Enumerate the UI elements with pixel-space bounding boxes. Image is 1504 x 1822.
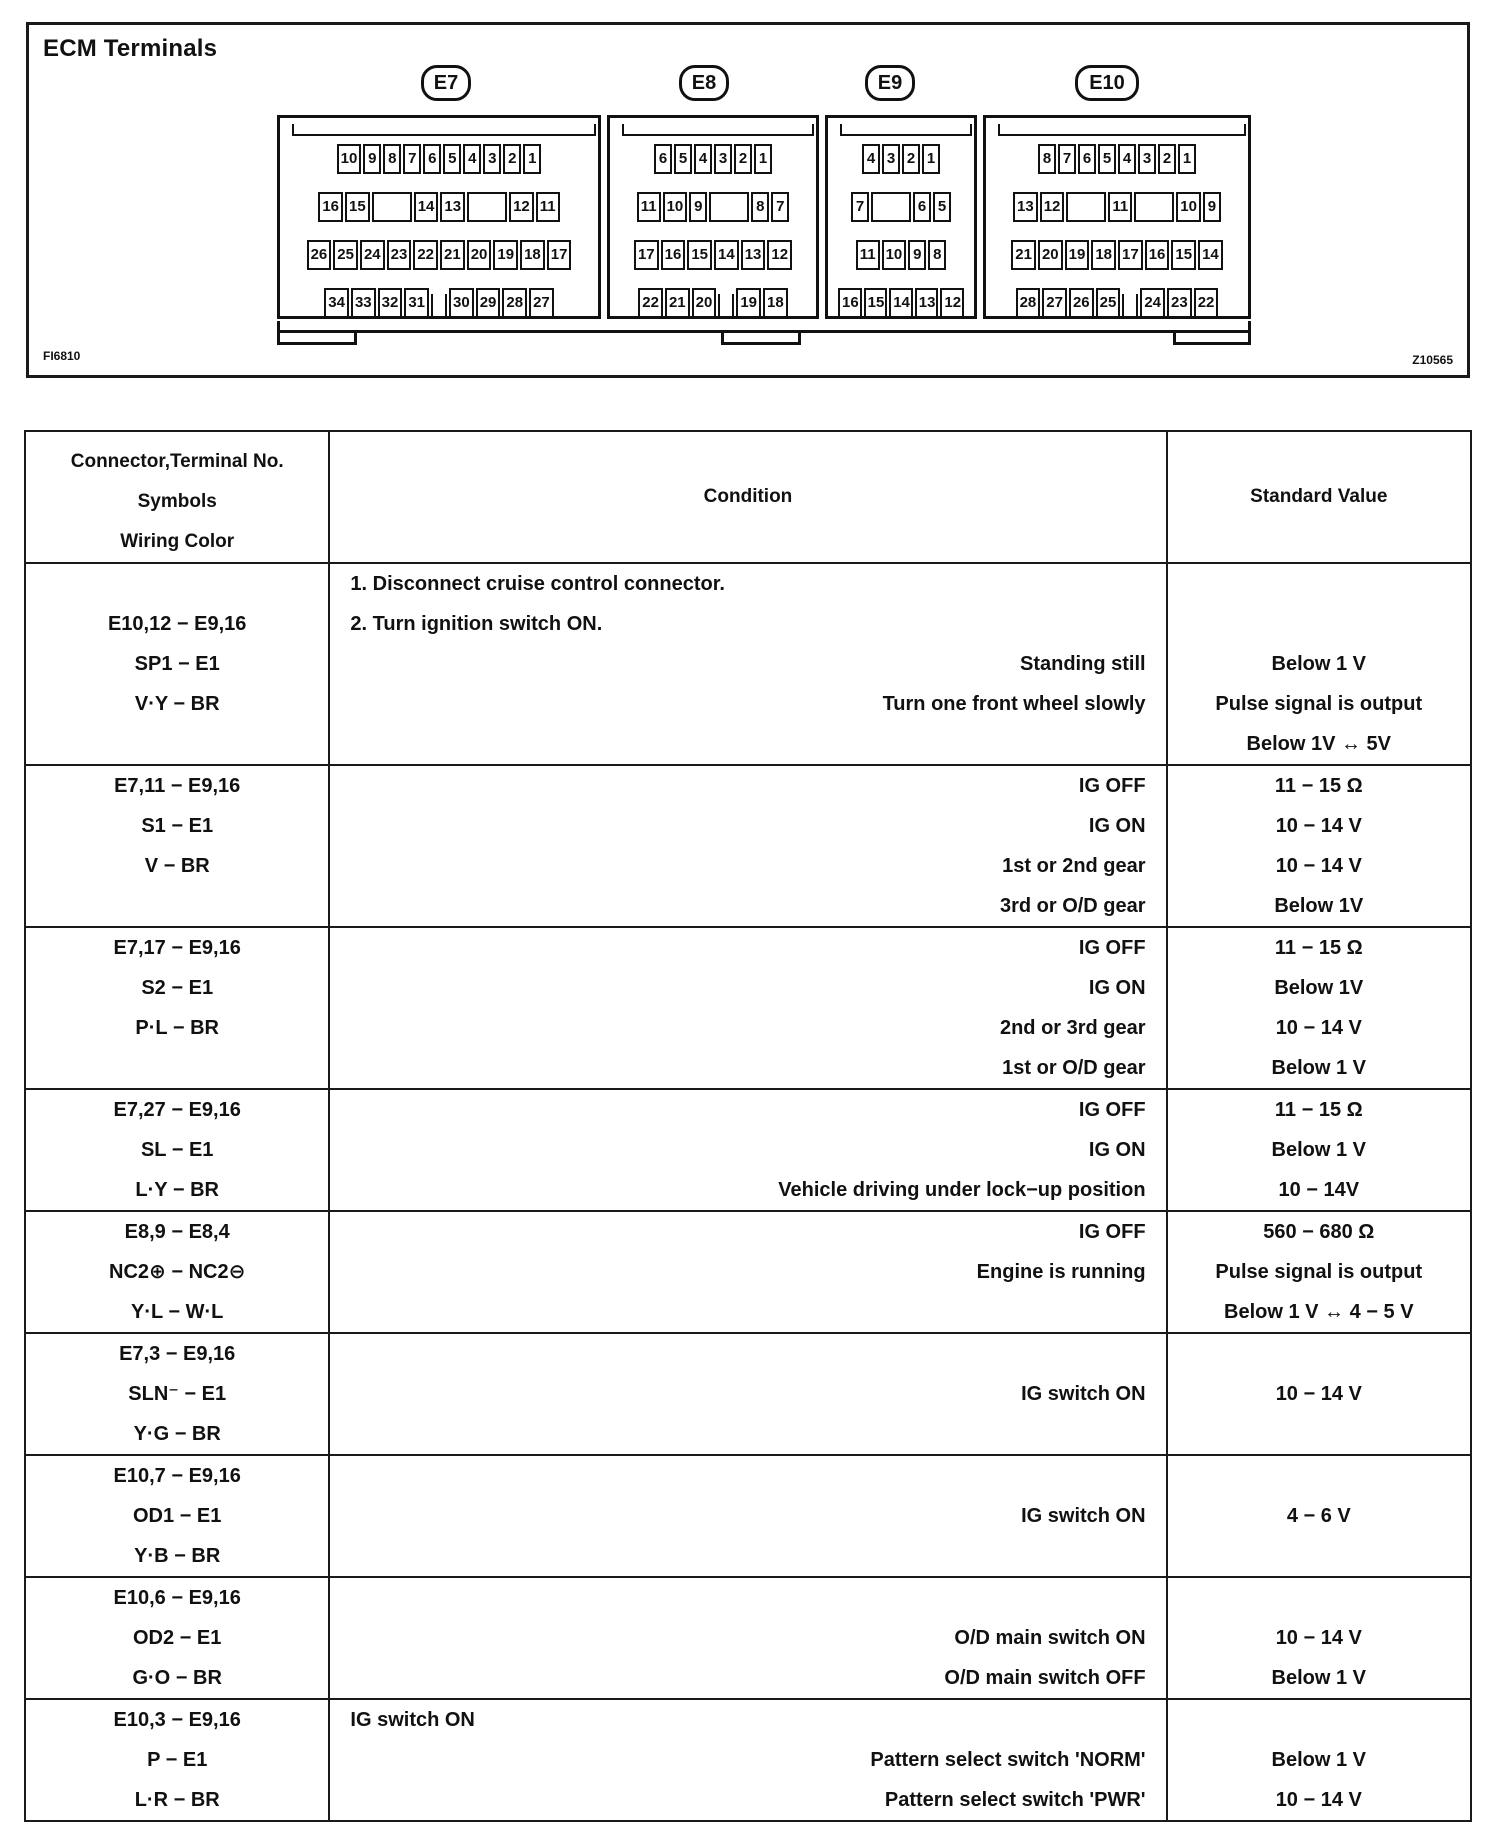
terminal-number: E7,11 − E9,16 <box>114 775 241 797</box>
standard-value-line: Below 1 V <box>1271 1749 1367 1771</box>
standard-value-cell <box>1167 1577 1471 1699</box>
terminal-pin: 6 <box>423 144 441 174</box>
table-row <box>25 765 1471 927</box>
terminal-pin: 14 <box>714 240 739 270</box>
wiring-color: Y·L − W·L <box>131 1301 224 1323</box>
header-symbols-line: Symbols <box>137 491 217 512</box>
standard-value-line <box>1168 564 1470 604</box>
connector-e10-pins <box>996 144 1238 311</box>
terminal-pin: 14 <box>889 288 913 318</box>
terminal-pin: 7 <box>771 192 789 222</box>
terminal-pin: 13 <box>915 288 939 318</box>
terminal-symbols: SL − E1 <box>140 1139 214 1161</box>
header-terminal <box>25 431 329 563</box>
terminal-pin: 10 <box>882 240 907 270</box>
header-condition: Condition <box>329 431 1166 563</box>
standard-value-line: Pulse signal is output <box>1215 693 1423 715</box>
terminal-pin: 9 <box>1203 192 1221 222</box>
standard-value-line: Below 1V <box>1274 977 1364 999</box>
terminal-pin: 15 <box>687 240 712 270</box>
terminal-pin: 33 <box>351 288 376 318</box>
terminal-pin: 22 <box>1194 288 1219 318</box>
terminal-number: E10,12 − E9,16 <box>107 613 247 635</box>
terminal-pin: 7 <box>851 192 869 222</box>
condition-line <box>330 724 1165 764</box>
condition-line: Pattern select switch 'NORM' <box>870 1749 1146 1771</box>
wiring-color: Y·G − BR <box>133 1423 221 1445</box>
pin-row <box>996 240 1238 274</box>
terminal-pin: 13 <box>440 192 465 222</box>
terminal-cell <box>25 765 329 927</box>
terminal-number: E7,3 − E9,16 <box>119 1343 236 1365</box>
terminal-pin: 16 <box>1145 240 1170 270</box>
standard-value-cell <box>1167 563 1471 765</box>
terminal-pin: 11 <box>856 240 880 270</box>
terminal-pin: 19 <box>493 240 518 270</box>
terminal-pin: 11 <box>1108 192 1132 222</box>
terminal-pin: 4 <box>463 144 481 174</box>
pin-row <box>996 144 1238 178</box>
wiring-color: V·Y − BR <box>134 693 220 715</box>
terminal-pin: 15 <box>864 288 888 318</box>
table-row <box>25 1455 1471 1577</box>
terminal-pin: 1 <box>754 144 772 174</box>
connector-key <box>1066 192 1106 222</box>
terminal-pin: 14 <box>414 192 439 222</box>
terminal-number: E10,6 − E9,16 <box>113 1587 241 1609</box>
condition-line <box>330 1292 1165 1332</box>
terminal-symbols: P − E1 <box>147 1749 208 1771</box>
table-body <box>25 563 1471 1821</box>
terminal-pin: 5 <box>443 144 461 174</box>
table-header-row <box>25 431 1471 563</box>
terminal-pin: 12 <box>509 192 534 222</box>
standard-value-line <box>1168 1578 1470 1618</box>
terminal-pin: 30 <box>449 288 474 318</box>
standard-value-line <box>1168 1456 1470 1496</box>
terminal-cell <box>25 1211 329 1333</box>
standard-value-line <box>1168 1700 1470 1740</box>
standard-value-line <box>1168 1536 1470 1576</box>
terminal-pin: 26 <box>307 240 332 270</box>
pin-row <box>838 192 964 226</box>
condition-line: IG switch ON <box>350 1709 475 1731</box>
connector-label-e10: E10 <box>1075 65 1139 101</box>
wiring-color: L·R − BR <box>134 1789 220 1811</box>
condition-cell <box>329 1699 1166 1821</box>
terminal-pin: 28 <box>1016 288 1041 318</box>
terminal-pin: 20 <box>692 288 717 318</box>
terminal-pin: 16 <box>661 240 686 270</box>
condition-cell <box>329 927 1166 1089</box>
standard-value-line: 10 − 14 V <box>1275 1627 1362 1649</box>
pin-row <box>838 144 964 178</box>
connector-e7 <box>277 115 601 319</box>
ecm-terminals-diagram <box>26 22 1470 378</box>
condition-line: IG OFF <box>1078 937 1146 959</box>
condition-cell <box>329 1333 1166 1455</box>
terminal-pin: 20 <box>467 240 492 270</box>
pin-row <box>620 240 806 274</box>
terminal-pin: 1 <box>922 144 940 174</box>
wiring-color: L·Y − BR <box>135 1179 219 1201</box>
condition-cell <box>329 1577 1166 1699</box>
terminal-pin: 19 <box>1065 240 1090 270</box>
terminal-pin: 11 <box>637 192 661 222</box>
terminal-pin: 29 <box>476 288 501 318</box>
terminal-pin: 10 <box>1176 192 1201 222</box>
terminal-cell <box>25 927 329 1089</box>
terminal-pin: 2 <box>734 144 752 174</box>
standard-value-line <box>1168 604 1470 644</box>
terminal-pin: 8 <box>928 240 946 270</box>
pin-row <box>838 288 964 322</box>
figure-code-left: FI6810 <box>43 349 81 363</box>
terminal-pin: 21 <box>665 288 690 318</box>
terminal-cell <box>25 1699 329 1821</box>
pin-row <box>290 240 588 274</box>
table-row <box>25 563 1471 765</box>
terminal-symbols: OD2 − E1 <box>133 1627 222 1649</box>
wiring-color: P·L − BR <box>135 1017 219 1039</box>
terminal-number: E7,27 − E9,16 <box>113 1099 241 1121</box>
terminal-number: E8,9 − E8,4 <box>124 1221 230 1243</box>
terminal-pin: 18 <box>1091 240 1116 270</box>
condition-line: O/D main switch ON <box>954 1627 1146 1649</box>
terminal-pin: 4 <box>694 144 712 174</box>
condition-line: IG OFF <box>1078 1221 1146 1243</box>
condition-line: Vehicle driving under lock−up position <box>778 1179 1146 1201</box>
condition-line: IG ON <box>1088 1139 1146 1161</box>
connector-e10 <box>983 115 1251 319</box>
terminal-pin: 25 <box>1096 288 1121 318</box>
pin-row <box>620 144 806 178</box>
connector-e9-pins <box>838 144 964 311</box>
condition-line: IG switch ON <box>1021 1505 1146 1527</box>
standard-value-line: 10 − 14V <box>1278 1179 1360 1201</box>
connector-key <box>1134 192 1174 222</box>
terminal-pin: 1 <box>523 144 541 174</box>
connector-key <box>372 192 412 222</box>
condition-cell <box>329 1211 1166 1333</box>
condition-line: 2nd or 3rd gear <box>999 1017 1146 1039</box>
condition-line: IG ON <box>1088 977 1146 999</box>
terminal-pin: 12 <box>1040 192 1065 222</box>
terminal-pin: 15 <box>345 192 370 222</box>
pin-row <box>620 288 806 322</box>
terminal-pin: 25 <box>333 240 358 270</box>
condition-line: 2. Turn ignition switch ON. <box>350 613 603 635</box>
terminal-pin: 5 <box>1098 144 1116 174</box>
connector-e8 <box>607 115 819 319</box>
terminal-cell <box>25 1455 329 1577</box>
condition-line: O/D main switch OFF <box>944 1667 1146 1689</box>
connector-label-e8: E8 <box>679 65 729 101</box>
standard-value-cell <box>1167 1333 1471 1455</box>
standard-value-line <box>1168 1414 1470 1454</box>
terminal-symbols: S2 − E1 <box>141 977 214 999</box>
condition-line: Standing still <box>1020 653 1146 675</box>
terminal-pin: 19 <box>736 288 761 318</box>
terminal-pin: 26 <box>1069 288 1094 318</box>
terminal-pin: 24 <box>360 240 385 270</box>
terminal-pin: 9 <box>908 240 926 270</box>
condition-line: 1st or 2nd gear <box>1002 855 1146 877</box>
terminal-pin: 3 <box>483 144 501 174</box>
standard-value-line: Below 1 V <box>1271 1667 1367 1689</box>
standard-value-line: Below 1 V <box>1271 1139 1367 1161</box>
terminal-pin: 3 <box>1138 144 1156 174</box>
terminal-symbols: NC2⊕ − NC2⊖ <box>109 1261 246 1283</box>
condition-line: IG ON <box>1088 815 1146 837</box>
terminal-pin: 7 <box>1058 144 1076 174</box>
connector-foot <box>721 331 801 345</box>
standard-value-cell <box>1167 1455 1471 1577</box>
terminal-pin: 2 <box>1158 144 1176 174</box>
terminal-pin: 20 <box>1038 240 1063 270</box>
condition-cell <box>329 765 1166 927</box>
condition-cell <box>329 1089 1166 1211</box>
pin-row <box>620 192 806 226</box>
terminal-pin: 15 <box>1171 240 1196 270</box>
table-row <box>25 1089 1471 1211</box>
connector-label-e9: E9 <box>865 65 915 101</box>
terminal-pin: 23 <box>1167 288 1192 318</box>
header-terminal-line: Connector,Terminal No. <box>70 451 284 472</box>
condition-line: IG OFF <box>1078 775 1146 797</box>
condition-line <box>330 1578 1165 1618</box>
terminal-pin: 6 <box>913 192 931 222</box>
header-wiring-line: Wiring Color <box>120 531 235 552</box>
terminal-pin: 12 <box>940 288 964 318</box>
header-standard-value: Standard Value <box>1167 431 1471 563</box>
standard-value-cell <box>1167 765 1471 927</box>
terminal-pin: 22 <box>638 288 663 318</box>
terminal-pin: 2 <box>503 144 521 174</box>
standard-value-line: Below 1 V <box>1271 653 1367 675</box>
terminal-pin: 10 <box>337 144 362 174</box>
table-row <box>25 1699 1471 1821</box>
terminal-pin: 10 <box>663 192 688 222</box>
terminal-cell <box>25 1089 329 1211</box>
terminal-number: E7,17 − E9,16 <box>113 937 241 959</box>
condition-cell <box>329 563 1166 765</box>
standard-value-line: 10 − 14 V <box>1275 1017 1362 1039</box>
standard-value-line: Below 1 V ↔ 4 − 5 V <box>1224 1301 1414 1323</box>
ecm-connector-body <box>277 107 1251 357</box>
connector-slot <box>1122 294 1138 318</box>
standard-value-line: 11 − 15 Ω <box>1274 775 1363 797</box>
condition-line: 1st or O/D gear <box>1002 1057 1146 1079</box>
terminal-spec-table <box>24 430 1472 1822</box>
terminal-pin: 9 <box>689 192 707 222</box>
table-row <box>25 1333 1471 1455</box>
terminal-pin: 34 <box>324 288 349 318</box>
wiring-color: G·O − BR <box>132 1667 222 1689</box>
connector-key <box>871 192 911 222</box>
table-row <box>25 1211 1471 1333</box>
terminal-pin: 7 <box>403 144 421 174</box>
standard-value-line: Below 1V <box>1274 895 1364 917</box>
standard-value-cell <box>1167 1699 1471 1821</box>
condition-line: Turn one front wheel slowly <box>882 693 1146 715</box>
condition-line <box>330 1334 1165 1374</box>
connector-e8-pins <box>620 144 806 311</box>
pin-row <box>996 192 1238 226</box>
terminal-pin: 3 <box>714 144 732 174</box>
terminal-pin: 8 <box>1038 144 1056 174</box>
terminal-pin: 1 <box>1178 144 1196 174</box>
terminal-pin: 2 <box>902 144 920 174</box>
diagram-title: ECM Terminals <box>43 35 218 62</box>
standard-value-cell <box>1167 1211 1471 1333</box>
terminal-pin: 21 <box>1011 240 1036 270</box>
connector-slot <box>431 294 447 318</box>
terminal-pin: 6 <box>654 144 672 174</box>
standard-value-line: 10 − 14 V <box>1275 815 1362 837</box>
terminal-pin: 23 <box>387 240 412 270</box>
standard-value-cell <box>1167 1089 1471 1211</box>
standard-value-cell <box>1167 927 1471 1089</box>
standard-value-line: 4 − 6 V <box>1286 1505 1351 1527</box>
condition-line <box>330 1456 1165 1496</box>
terminal-pin: 5 <box>933 192 951 222</box>
terminal-pin: 27 <box>529 288 554 318</box>
condition-cell <box>329 1455 1166 1577</box>
terminal-pin: 17 <box>634 240 659 270</box>
condition-line <box>330 1536 1165 1576</box>
pin-row <box>290 288 588 322</box>
terminal-pin: 12 <box>767 240 792 270</box>
terminal-pin: 21 <box>440 240 465 270</box>
terminal-pin: 16 <box>318 192 343 222</box>
wiring-color: Y·B − BR <box>134 1545 221 1567</box>
connector-e9 <box>825 115 977 319</box>
terminal-pin: 11 <box>536 192 560 222</box>
terminal-pin: 4 <box>1118 144 1136 174</box>
terminal-pin: 17 <box>547 240 572 270</box>
connector-key <box>467 192 507 222</box>
pin-row <box>290 144 588 178</box>
standard-value-line: 10 − 14 V <box>1275 1383 1362 1405</box>
condition-line: Engine is running <box>976 1261 1146 1283</box>
terminal-cell <box>25 1333 329 1455</box>
terminal-number: E10,7 − E9,16 <box>113 1465 241 1487</box>
connector-foot <box>1173 331 1251 345</box>
connector-slot <box>718 294 734 318</box>
terminal-pin: 22 <box>413 240 438 270</box>
condition-line: IG switch ON <box>1021 1383 1146 1405</box>
terminal-pin: 14 <box>1198 240 1223 270</box>
standard-value-line: 11 − 15 Ω <box>1274 937 1363 959</box>
connector-e7-pins <box>290 144 588 311</box>
condition-line: Pattern select switch 'PWR' <box>884 1789 1146 1811</box>
terminal-pin: 5 <box>674 144 692 174</box>
standard-value-line: 11 − 15 Ω <box>1274 1099 1363 1121</box>
terminal-cell <box>25 1577 329 1699</box>
terminal-pin: 27 <box>1042 288 1067 318</box>
terminal-pin: 18 <box>520 240 545 270</box>
standard-value-line: 560 − 680 Ω <box>1263 1221 1375 1243</box>
terminal-symbols: S1 − E1 <box>141 815 214 837</box>
terminal-pin: 31 <box>404 288 429 318</box>
terminal-pin: 13 <box>1013 192 1038 222</box>
connector-key <box>709 192 749 222</box>
terminal-pin: 16 <box>838 288 862 318</box>
pin-row <box>290 192 588 226</box>
standard-value-line: Pulse signal is output <box>1215 1261 1423 1283</box>
terminal-pin: 8 <box>751 192 769 222</box>
condition-line: 3rd or O/D gear <box>999 895 1146 917</box>
terminal-pin: 18 <box>763 288 788 318</box>
terminal-symbols: OD1 − E1 <box>133 1505 222 1527</box>
standard-value-line <box>1168 1334 1470 1374</box>
table-row <box>25 927 1471 1089</box>
terminal-pin: 13 <box>741 240 766 270</box>
table-row <box>25 1577 1471 1699</box>
standard-value-line: 10 − 14 V <box>1275 855 1362 877</box>
terminal-pin: 28 <box>502 288 527 318</box>
connector-foot <box>277 331 357 345</box>
terminal-cell <box>25 563 329 765</box>
terminal-pin: 24 <box>1140 288 1165 318</box>
terminal-pin: 3 <box>882 144 900 174</box>
standard-value-line: 10 − 14 V <box>1275 1789 1362 1811</box>
connector-label-e7: E7 <box>421 65 471 101</box>
terminal-pin: 6 <box>1078 144 1096 174</box>
condition-line: IG OFF <box>1078 1099 1146 1121</box>
condition-line: 1. Disconnect cruise control connector. <box>350 573 725 595</box>
terminal-pin: 32 <box>378 288 403 318</box>
terminal-symbols: SLN⁻ − E1 <box>128 1383 227 1405</box>
figure-code-right: Z10565 <box>1412 353 1453 367</box>
terminal-symbols: SP1 − E1 <box>134 653 220 675</box>
pin-row <box>996 288 1238 322</box>
terminal-number: E10,3 − E9,16 <box>113 1709 241 1731</box>
terminal-pin: 4 <box>862 144 880 174</box>
standard-value-line: Below 1V ↔ 5V <box>1246 733 1392 755</box>
terminal-pin: 8 <box>383 144 401 174</box>
terminal-pin: 9 <box>363 144 381 174</box>
condition-line <box>330 1414 1165 1454</box>
pin-row <box>838 240 964 274</box>
terminal-pin: 17 <box>1118 240 1143 270</box>
standard-value-line: Below 1 V <box>1271 1057 1367 1079</box>
wiring-color: V − BR <box>144 855 210 877</box>
